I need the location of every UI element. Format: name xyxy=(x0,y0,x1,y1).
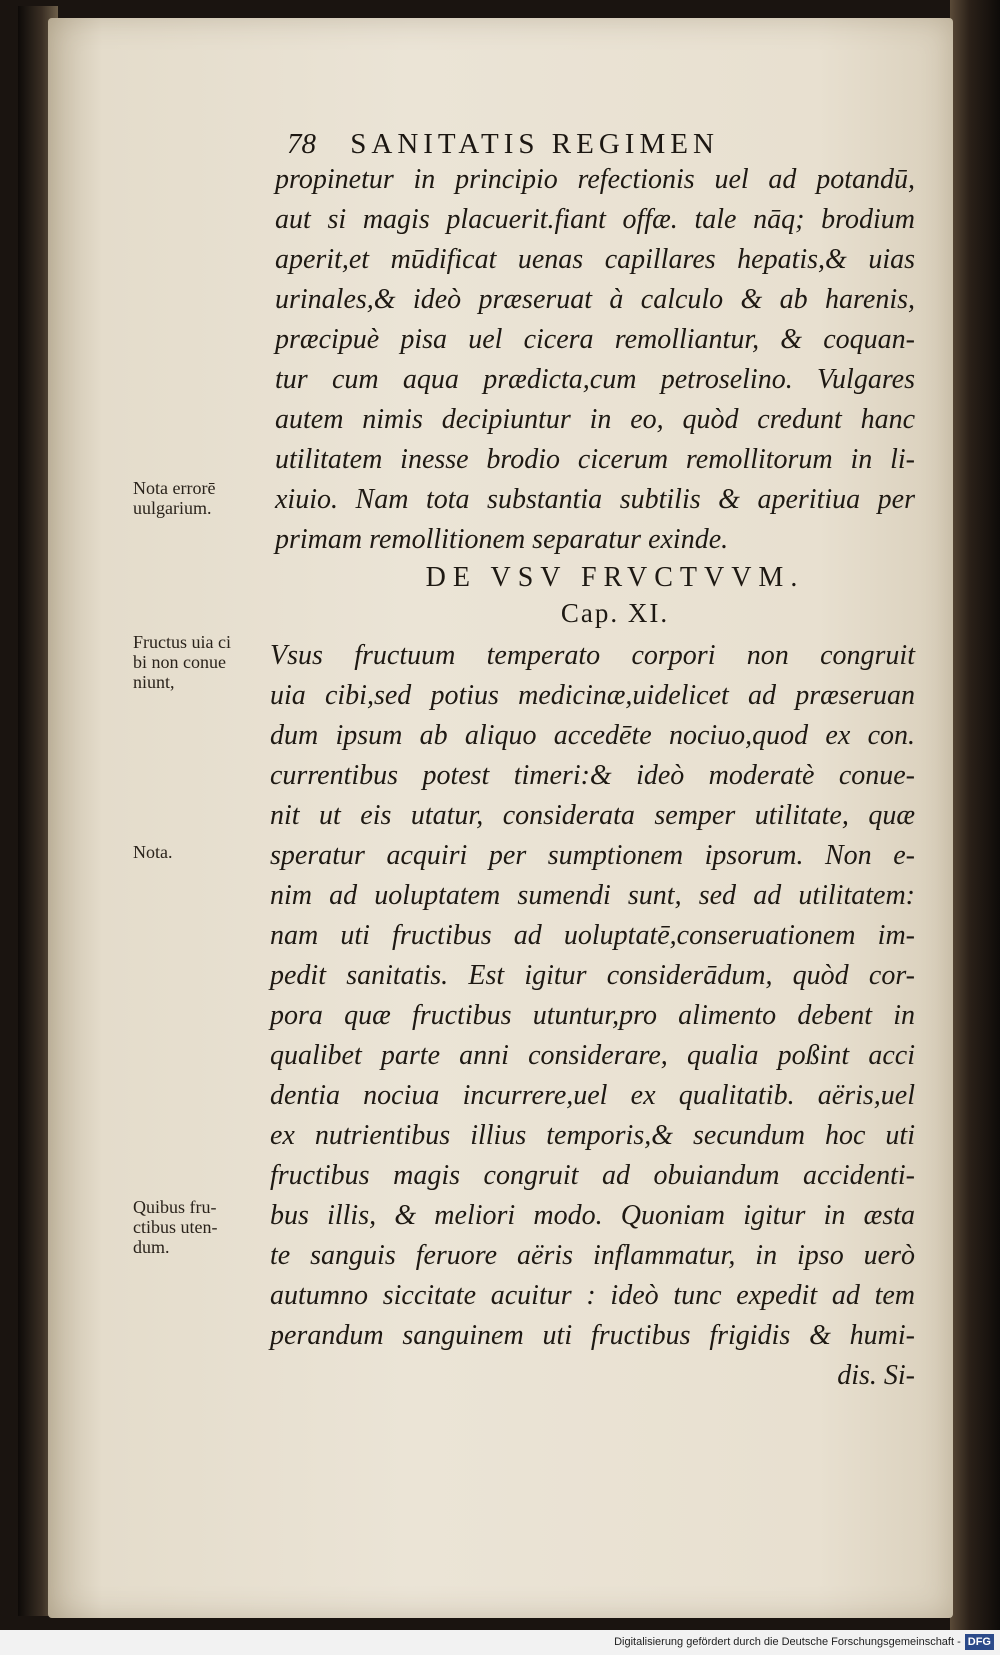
text-line: nim ad uoluptatem sumendi sunt, sed ad utilitatem: xyxy=(270,880,915,911)
text-line: currentibus potest timeri:& ideò moderatè conue- xyxy=(270,760,915,791)
text-line: te sanguis feruore aëris inflammatur, in ipso uerò xyxy=(270,1240,915,1271)
margin-note-line: ctibus uten- xyxy=(133,1217,218,1237)
text-line: pora quæ fructibus utuntur,pro alimento debent in xyxy=(270,1000,915,1031)
text-line: bus illis, & meliori modo. Quoniam igitur in æsta xyxy=(270,1200,915,1231)
text-line: speratur acquiri per sumptionem ipsorum. Non e- xyxy=(270,840,915,871)
right-book-edge xyxy=(950,0,1000,1655)
text-line: pedit sanitatis. Est igitur considerādum, quòd cor- xyxy=(270,960,915,991)
body-text-top xyxy=(275,160,915,560)
text-line: nit ut eis utatur, considerata semper utilitate, quæ xyxy=(270,800,915,831)
text-line: ex nutrientibus illius temporis,& secundum hoc uti xyxy=(270,1120,915,1151)
margin-note-line: Nota. xyxy=(133,842,173,862)
text-line: præcipuè pisa uel cicera remolliantur, & coquan- xyxy=(275,324,915,355)
page-number: 78 xyxy=(287,128,316,160)
text-line: perandum sanguinem uti fructibus frigidis & humi- xyxy=(270,1320,915,1351)
dfg-logo: DFG xyxy=(965,1634,994,1650)
text-line: Vsus fructuum temperato corpori non congruit xyxy=(270,640,915,671)
margin-note-line: Nota errorē xyxy=(133,478,216,498)
text-line: qualibet parte anni considerare, qualia poßint acci xyxy=(270,1040,915,1071)
margin-note-fructus xyxy=(133,632,273,692)
text-line: autumno siccitate acuitur : ideò tunc expedit ad tem xyxy=(270,1280,915,1311)
text-line: dum ipsum ab aliquo accedēte nociuo,quod ex con. xyxy=(270,720,915,751)
digitization-footer xyxy=(0,1630,1000,1655)
margin-note-error xyxy=(133,478,273,518)
margin-note-quibus xyxy=(133,1197,273,1257)
text-line: uia cibi,sed potius medicinæ,uidelicet ad præseruan xyxy=(270,680,915,711)
chapter-number: Cap. XI. xyxy=(560,598,670,628)
text-line: autem nimis decipiuntur in eo, quòd credunt hanc xyxy=(275,404,915,435)
footer-text: Digitalisierung gefördert durch die Deutsche Forschungsgemeinschaft - xyxy=(614,1636,961,1648)
text-line: tur cum aqua prædicta,cum petroselino. Vulgares xyxy=(275,364,915,395)
margin-note-line: niunt, xyxy=(133,672,175,692)
text-line: propinetur in principio refectionis uel ad potandū, xyxy=(275,164,915,195)
margin-note-line: bi non conue xyxy=(133,652,226,672)
text-line: fructibus magis congruit ad obuiandum accidenti- xyxy=(270,1160,915,1191)
text-line: aperit,et mūdificat uenas capillares hepatis,& uias xyxy=(275,244,915,275)
text-line: urinales,& ideò præseruat à calculo & ab harenis, xyxy=(275,284,915,315)
running-head: SANITATIS REGIMEN xyxy=(350,128,719,160)
text-line: utilitatem inesse brodio cicerum remollitorum in li- xyxy=(275,444,915,475)
text-line: nam uti fructibus ad uoluptatē,conseruationem im- xyxy=(270,920,915,951)
margin-note-nota xyxy=(133,842,273,862)
body-text-bottom xyxy=(270,636,915,1396)
chapter-title: DE VSV FRVCTVVM. xyxy=(425,562,805,593)
text-line: primam remollitionem separatur exinde. xyxy=(275,524,729,555)
text-line: aut si magis placuerit.fiant offæ. tale nāq; brodium xyxy=(275,204,915,235)
catchword: dis. Si- xyxy=(837,1360,915,1391)
margin-note-line: Fructus uia ci xyxy=(133,632,231,652)
text-line: dentia nociua incurrere,uel ex qualitatib. aëris,uel xyxy=(270,1080,915,1111)
margin-note-line: dum. xyxy=(133,1237,170,1257)
margin-note-line: Quibus fru- xyxy=(133,1197,217,1217)
text-line: xiuio. Nam tota substantia subtilis & aperitiua per xyxy=(275,484,915,515)
margin-note-line: uulgarium. xyxy=(133,498,212,518)
